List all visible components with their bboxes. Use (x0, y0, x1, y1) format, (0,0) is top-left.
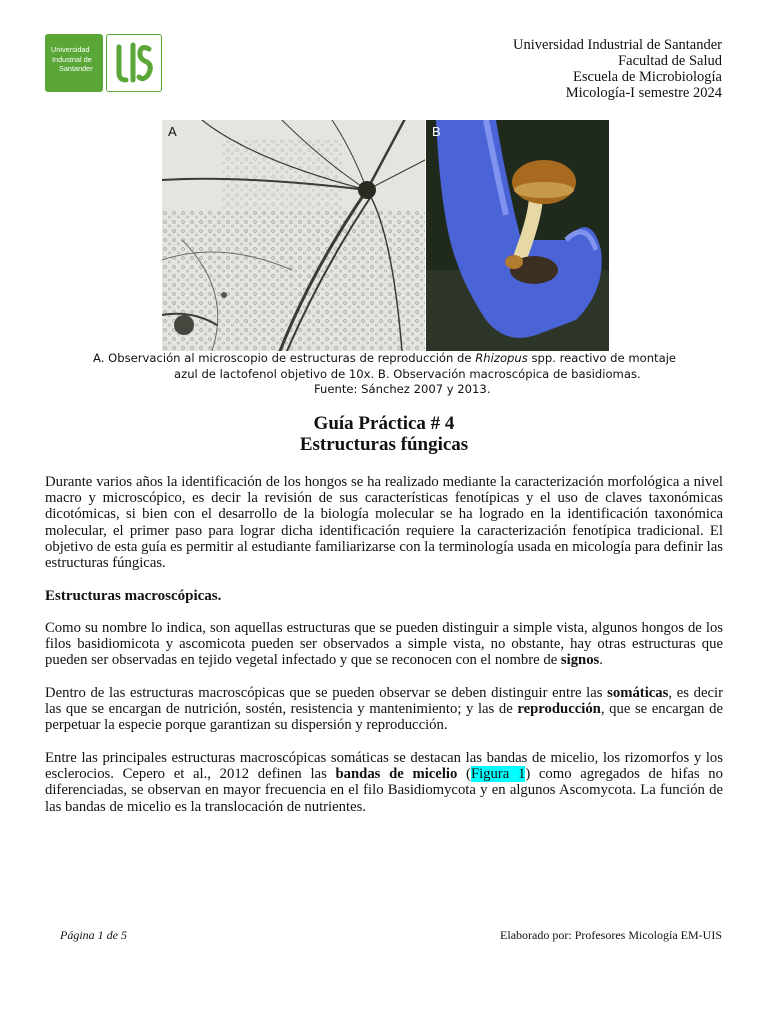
para2-text: Como su nombre lo indica, son aquellas estructuras que se pueden distinguir a simple vista, algunos hongos de los filos basidiomicota y ascomicota pueden ser observados a simple vista, no obstante, hay otras estructuras que pueden ser observadas en tejido vegetal infectado y que se reconocen con el nombre de (45, 620, 723, 669)
caption-source: Fuente: Sánchez 2007 y 2013. (314, 382, 491, 396)
uis-emblem-icon (106, 34, 162, 92)
logo-line-3: Santander (59, 64, 93, 73)
caption-genus: Rhizopus (475, 351, 528, 365)
figure-photos (162, 120, 609, 351)
caption-line1-post: spp. reactivo de montaje (527, 351, 677, 365)
microscopy-photo (162, 120, 425, 351)
para3-pre: Dentro de las estructuras macroscópicas que se pueden observar se deben distinguir entre las (45, 685, 608, 701)
figure-caption (93, 351, 725, 398)
para4-open: ( (457, 766, 471, 783)
header-school: Escuela de Microbiología (573, 69, 722, 85)
para2-bold-signos: signos (560, 652, 600, 669)
header-university: Universidad Industrial de Santander (513, 37, 722, 53)
macro-paragraph (45, 620, 723, 669)
para4-post: ) como agregados de hifas no diferenciadas, se observan en mayor frecuencia en el filo Basidiomycota y en algunos Ascomycota. La función de las bandas de micelio es la translocación de nutrientes. (45, 766, 723, 815)
page-number: Página 1 de 5 (60, 928, 127, 942)
para3-mid: , es decir las que se encargan de nutrición, sostén, resistencia y mantenimiento; y las de (45, 685, 723, 718)
somatic-paragraph (45, 685, 723, 734)
mycelium-paragraph (45, 750, 723, 815)
caption-line2: azul de lactofenol objetivo de 10x. B. Observación macroscópica de basidiomas. (174, 366, 641, 381)
institution-header (513, 37, 722, 101)
header-faculty: Facultad de Salud (618, 53, 722, 69)
para2-end: . (599, 652, 603, 669)
intro-paragraph: Durante varios años la identificación de los hongos se ha realizado mediante la caracterización morfológica a nivel macro y microscópico, es decir la revisión de sus características fenotípicas y el uso de claves taxonómicas dicotómicas, si bien con el desarrollo de la biología molecular se ha logrado en la identificación taxonómica molecular, el primer paso para lograr dicha identificación requiere la caracterización fenotípica tradicional. El objetivo de esta guía es permitir al estudiante familiarizarse con la terminología usada en micología para definir las estructuras fúngicas. (45, 474, 723, 572)
section-heading: Estructuras macroscópicas. (45, 588, 222, 604)
mushroom-photo (426, 120, 609, 351)
header-course: Micología-I semestre 2024 (565, 85, 722, 101)
para3-post: , que se encargan de perpetuar la especie porque garantizan su dispersión y reproducción. (45, 701, 723, 734)
para4-bold-bandas: bandas de micelio (335, 766, 458, 783)
figure-1-link[interactable]: Figura 1 (470, 766, 526, 783)
logo-line-2: Industrial de (52, 54, 92, 64)
panel-a-label: A (168, 124, 177, 139)
guide-subtitle: Estructuras fúngicas (299, 434, 469, 455)
footer-author: Elaborado por: Profesores Micología EM-UIS (500, 928, 722, 942)
caption-line1-pre: A. Observación al microscopio de estructuras de reproducción de (93, 351, 476, 365)
guide-title: Guía Práctica # 4 (313, 413, 455, 434)
para3-bold-reproduccion: reproducción (517, 701, 601, 718)
para3-bold-somaticas: somáticas (607, 685, 669, 701)
university-logo (45, 34, 103, 92)
para4-pre: Entre las principales estructuras macroscópicas somáticas se destacan las bandas de micelio, los rizomorfos y los esclerocios. Cepero et al., 2012 definen las (45, 750, 723, 783)
logo-line-1: Universidad (51, 45, 90, 54)
panel-b-label: B (432, 124, 441, 139)
